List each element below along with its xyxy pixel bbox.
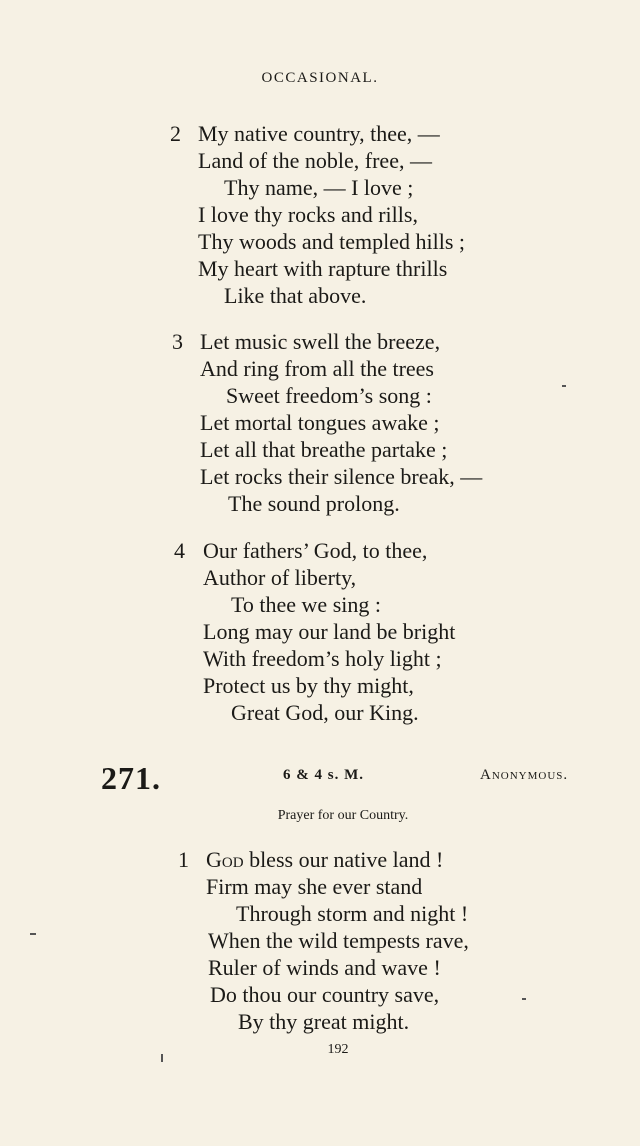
verse-line: Sweet freedom’s song :: [226, 383, 432, 408]
verse-line: My heart with rapture thrills: [198, 256, 448, 281]
verse-line: Through storm and night !: [236, 901, 469, 926]
verse-line: Land of the noble, free, —: [198, 148, 432, 173]
print-speck: [161, 1054, 163, 1062]
verse-line: To thee we sing :: [231, 592, 381, 617]
running-head: OCCASIONAL.: [261, 70, 379, 86]
verse-line: Let all that breathe partake ;: [200, 437, 448, 462]
verse-line: Great God, our King.: [231, 700, 419, 725]
verse-line: Like that above.: [224, 283, 367, 308]
print-speck: [562, 385, 566, 387]
verse-line: Long may our land be bright: [203, 619, 456, 644]
page-number: 192: [327, 1042, 349, 1057]
first-word: God: [206, 847, 244, 872]
first-line-rest: bless our native land !: [243, 847, 444, 872]
hymn-author: Anonymous.: [480, 767, 569, 783]
verse-line: I love thy rocks and rills,: [198, 202, 418, 227]
verse-line: Firm may she ever stand: [206, 874, 423, 899]
verse-line: Protect us by thy might,: [203, 673, 414, 698]
verse-line: The sound prolong.: [228, 491, 400, 516]
verse-line: Thy woods and templed hills ;: [198, 229, 466, 254]
verse-line: And ring from all the trees: [200, 356, 434, 381]
verse-line-first: [206, 846, 443, 873]
print-speck: [30, 933, 36, 935]
verse-line: When the wild tempests rave,: [208, 928, 469, 953]
verse-line: Let music swell the breeze,: [200, 329, 441, 354]
stanza-number: 3: [172, 329, 183, 354]
stanza-number: 4: [174, 538, 185, 563]
print-speck: [522, 998, 526, 1000]
hymn-subtitle: Prayer for our Country.: [277, 808, 409, 823]
verse-line: Do thou our country save,: [210, 982, 440, 1007]
verse-line: By thy great might.: [238, 1009, 410, 1034]
verse-line: Author of liberty,: [203, 565, 357, 590]
hymn-meter: 6 & 4 s. M.: [283, 767, 364, 783]
verse-line: Thy name, — I love ;: [224, 175, 414, 200]
verse-line: My native country, thee, —: [198, 121, 440, 146]
verse-line: Let rocks their silence break, —: [200, 464, 483, 489]
stanza-number: 2: [170, 121, 181, 146]
verse-line: Ruler of winds and wave !: [208, 955, 441, 980]
verse-line: Our fathers’ God, to thee,: [203, 538, 428, 563]
stanza-number: 1: [178, 847, 189, 872]
verse-line: With freedom’s holy light ;: [203, 646, 442, 671]
hymn-number: 271.: [101, 760, 161, 796]
verse-line: Let mortal tongues awake ;: [200, 410, 440, 435]
